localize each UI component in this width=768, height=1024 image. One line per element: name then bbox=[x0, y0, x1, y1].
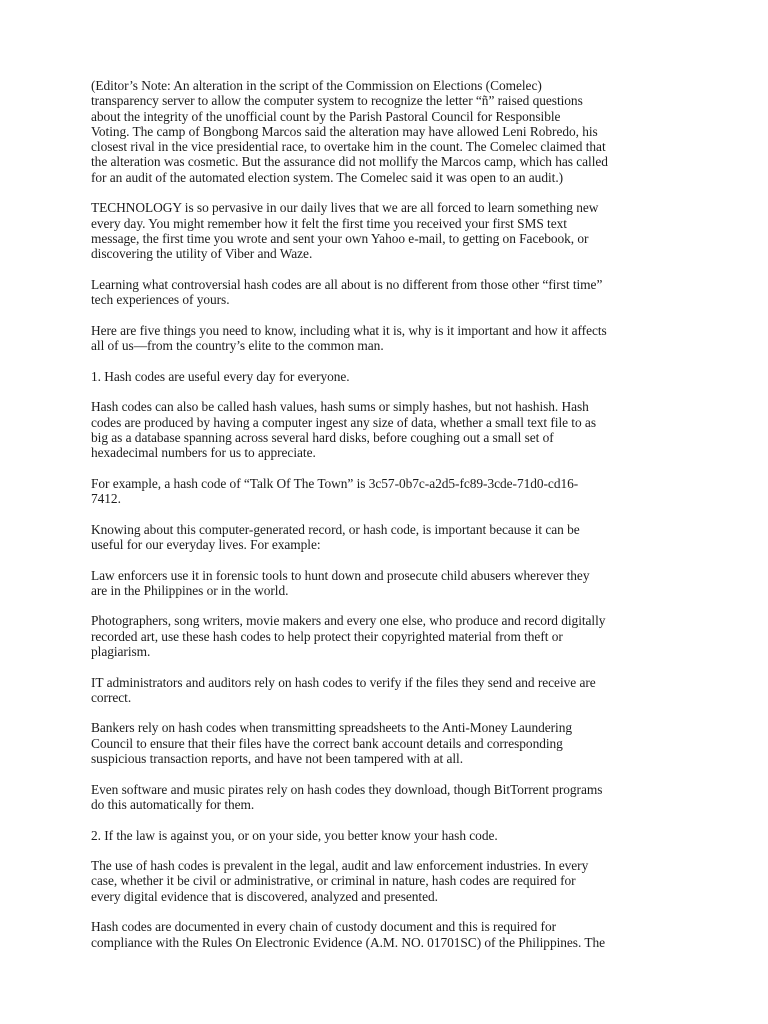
text-line: The use of hash codes is prevalent in the legal, audit and law enforcement industries. In every bbox=[91, 858, 589, 874]
text-line: TECHNOLOGY is so pervasive in our daily lives that we are all forced to learn something new bbox=[91, 200, 599, 216]
text-line: all of us—from the country’s elite to the common man. bbox=[91, 338, 384, 354]
text-line: discovering the utility of Viber and Waze. bbox=[91, 246, 313, 262]
text-line: (Editor’s Note: An alteration in the script of the Commission on Elections (Comelec) bbox=[91, 78, 542, 93]
text-line: Here are five things you need to know, including what it is, why is it important and how it affects bbox=[91, 322, 607, 338]
text-line: IT administrators and auditors rely on hash codes to verify if the files they send and receive are bbox=[91, 674, 596, 690]
text-line: Even software and music pirates rely on hash codes they download, though BitTorrent programs bbox=[91, 781, 603, 797]
text-line: Knowing about this computer-generated record, or hash code, is important because it can be bbox=[91, 521, 580, 537]
text-line: do this automatically for them. bbox=[91, 796, 255, 812]
text-line: For example, a hash code of “Talk Of The Town” is 3c57-0b7c-a2d5-fc89-3cde-71d0-cd16- bbox=[91, 475, 579, 491]
paragraph-knowing bbox=[91, 522, 691, 553]
text-line: Photographers, song writers, movie makers and every one else, who produce and record digitally bbox=[91, 613, 606, 629]
text-line: every digital evidence that is discovered, analyzed and presented. bbox=[91, 888, 438, 904]
paragraph-editors-note bbox=[91, 78, 691, 185]
paragraph-bankers bbox=[91, 720, 691, 766]
text-line: recorded art, use these hash codes to help protect their copyrighted material from theft or bbox=[91, 628, 563, 644]
text-line: for an audit of the automated election system. The Comelec said it was open to an audit.) bbox=[91, 169, 564, 185]
paragraph-it-administrators bbox=[91, 675, 691, 706]
text-line: 2. If the law is against you, or on your side, you better know your hash code. bbox=[91, 827, 498, 843]
text-line: hexadecimal numbers for us to appreciate. bbox=[91, 445, 316, 461]
text-line: plagiarism. bbox=[91, 643, 151, 659]
paragraph-example bbox=[91, 476, 691, 507]
paragraph-pirates bbox=[91, 782, 691, 813]
text-line: Hash codes are documented in every chain of custody document and this is required for bbox=[91, 919, 557, 935]
document-page bbox=[91, 78, 691, 965]
text-line: 1. Hash codes are useful every day for everyone. bbox=[91, 368, 350, 384]
text-line: Law enforcers use it in forensic tools to hunt down and prosecute child abusers wherever they bbox=[91, 567, 590, 583]
text-line: suspicious transaction reports, and have not been tampered with at all. bbox=[91, 751, 464, 767]
text-line: message, the first time you wrote and sent your own Yahoo e-mail, to getting on Facebook, or bbox=[91, 230, 589, 246]
text-line: Learning what controversial hash codes are all about is no different from those other “first time” bbox=[91, 276, 603, 292]
paragraph-intro bbox=[91, 200, 691, 261]
text-line: tech experiences of yours. bbox=[91, 292, 230, 308]
text-line: Hash codes can also be called hash values, hash sums or simply hashes, but not hashish. Hash bbox=[91, 399, 589, 415]
text-line: every day. You might remember how it felt the first time you received your first SMS text bbox=[91, 215, 567, 231]
text-line: big as a database spanning across several hard disks, before coughing out a small set of bbox=[91, 429, 554, 445]
text-line: 7412. bbox=[91, 491, 121, 507]
text-line: correct. bbox=[91, 689, 132, 705]
text-line: closest rival in the vice presidential race, to overtake him in the count. The Comelec claimed that bbox=[91, 139, 606, 155]
paragraph-hash-definition bbox=[91, 399, 691, 460]
paragraph-legal-use bbox=[91, 858, 691, 904]
paragraph-five-things bbox=[91, 323, 691, 354]
section-heading-2 bbox=[91, 828, 691, 843]
text-line: useful for our everyday lives. For example: bbox=[91, 536, 321, 552]
text-line: Council to ensure that their files have the correct bank account details and corresponding bbox=[91, 735, 563, 751]
text-line: case, whether it be civil or administrative, or criminal in nature, hash codes are required for bbox=[91, 873, 576, 889]
paragraph-law-enforcers bbox=[91, 568, 691, 599]
text-line: the alteration was cosmetic. But the assurance did not mollify the Marcos camp, which has called bbox=[91, 154, 608, 170]
section-heading-1 bbox=[91, 369, 691, 384]
text-line: Voting. The camp of Bongbong Marcos said the alteration may have allowed Leni Robredo, his bbox=[91, 123, 598, 139]
text-line: codes are produced by having a computer ingest any size of data, whether a small text file to as bbox=[91, 414, 596, 430]
paragraph-photographers bbox=[91, 613, 691, 659]
text-line: are in the Philippines or in the world. bbox=[91, 582, 289, 598]
text-line: transparency server to allow the computer system to recognize the letter “ñ” raised questions bbox=[91, 93, 583, 109]
text-line: about the integrity of the unofficial count by the Parish Pastoral Council for Responsible bbox=[91, 108, 561, 124]
text-line: Bankers rely on hash codes when transmitting spreadsheets to the Anti-Money Laundering bbox=[91, 720, 572, 736]
text-line: compliance with the Rules On Electronic Evidence (A.M. NO. 01701SC) of the Philippines. The bbox=[91, 934, 605, 950]
paragraph-learning bbox=[91, 277, 691, 308]
paragraph-chain-of-custody bbox=[91, 919, 691, 950]
